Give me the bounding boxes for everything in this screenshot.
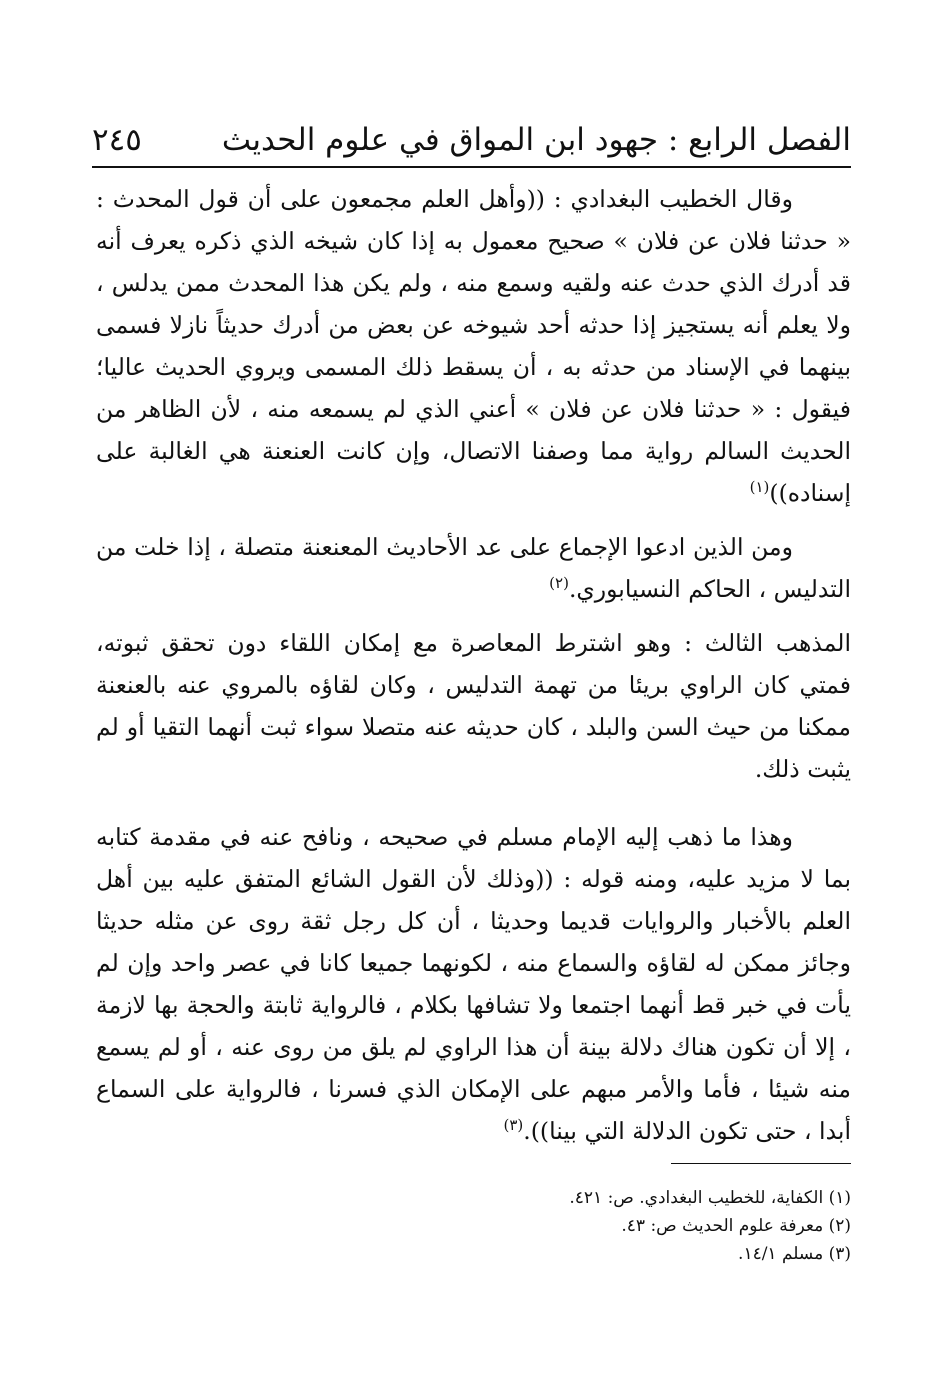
- footnotes: [96, 1184, 851, 1268]
- footnote-ref-2: (٢): [549, 574, 569, 593]
- paragraph-2: [96, 526, 851, 610]
- paragraph-4: [96, 816, 851, 1152]
- footnote-ref-1: (١): [749, 478, 770, 497]
- paragraph-1: [96, 178, 851, 514]
- running-header: [92, 108, 851, 160]
- footnote-1: (١) الكفاية، للخطيب البغدادي. ص: ٤٢١.: [569, 1188, 851, 1208]
- paragraph-1-text: وقال الخطيب البغدادي : ((وأهل العلم مجمعون على أن قول المحدث : « حدثنا فلان عن فلان » صحيح معمول به إذا كان شيخه الذي ذكره يعرف أنه قد أدرك الذي حدث عنه ولقيه وسمع منه ، ولم يكن هذا المحدث ممن يدلس ، ولا يعلم أنه يستجيز إذا حدثه أحد شيوخه عن بعض من أدرك حديثاً نازلا فسمى بينهما في الإسناد من حدثه به ، أن يسقط ذلك المسمى ويروي الحديث عاليا؛ فيقول : « حدثنا فلان عن فلان » أعني الذي لم يسمعه منه ، لأن الظاهر من الحديث السالم رواية مما وصفنا الاتصال، وإن كانت العنعنة هي الغالبة على إسناده)): [96, 185, 851, 507]
- paragraph-3-text: المذهب الثالث : وهو اشترط المعاصرة مع إمكان اللقاء دون تحقق ثبوته، فمتي كان الراوي بريئا من تهمة التدليس ، وكان لقاؤه بالمروي عنه بالعنعنة ممكنا من حيث السن والبلد ، كان حديثه عنه متصلا سواء ثبت أنهما التقيا أو لم يثبت ذلك.: [96, 629, 851, 783]
- footnote-3: (٣) مسلم ١٤/١.: [738, 1244, 851, 1264]
- body-text: [96, 178, 851, 1152]
- page-number: ٢٤٥: [92, 122, 142, 158]
- header-rule: [92, 166, 851, 168]
- paragraph-3: [96, 622, 851, 790]
- footnote-ref-3: (٣): [503, 1116, 524, 1135]
- footnote-2: (٢) معرفة علوم الحديث ص: ٤٣.: [621, 1216, 851, 1236]
- paragraph-2-text: ومن الذين ادعوا الإجماع على عد الأحاديث المعنعنة متصلة ، إذا خلت من التدليس ، الحاكم النسيابوري.: [96, 533, 851, 603]
- chapter-title: الفصل الرابع : جهود ابن المواق في علوم الحديث: [221, 122, 851, 158]
- footnote-rule: [671, 1163, 851, 1164]
- paragraph-4-text: وهذا ما ذهب إليه الإمام مسلم في صحيحه ، ونافح عنه في مقدمة كتابه بما لا مزيد عليه، ومنه قوله : ((وذلك لأن القول الشائع المتفق عليه بين أهل العلم بالأخبار والروايات قديما وحديثا ، أن كل رجل ثقة روى عن مثله حديثا وجائز ممكن له لقاؤه والسماع منه ، لكونهما جميعا كانا في عصر واحد وإن لم يأت في خبر قط أنهما اجتمعا ولا تشافها بكلام ، فالرواية ثابتة والحجة بها لازمة ، إلا أن تكون هناك دلالة بينة أن هذا الراوي لم يلق من روى عنه ، أو لم يسمع منه شيئا ، فأما والأمر مبهم على الإمكان الذي فسرنا ، فالرواية على السماع أبدا ، حتى تكون الدلالة التي بينا)).: [96, 823, 851, 1145]
